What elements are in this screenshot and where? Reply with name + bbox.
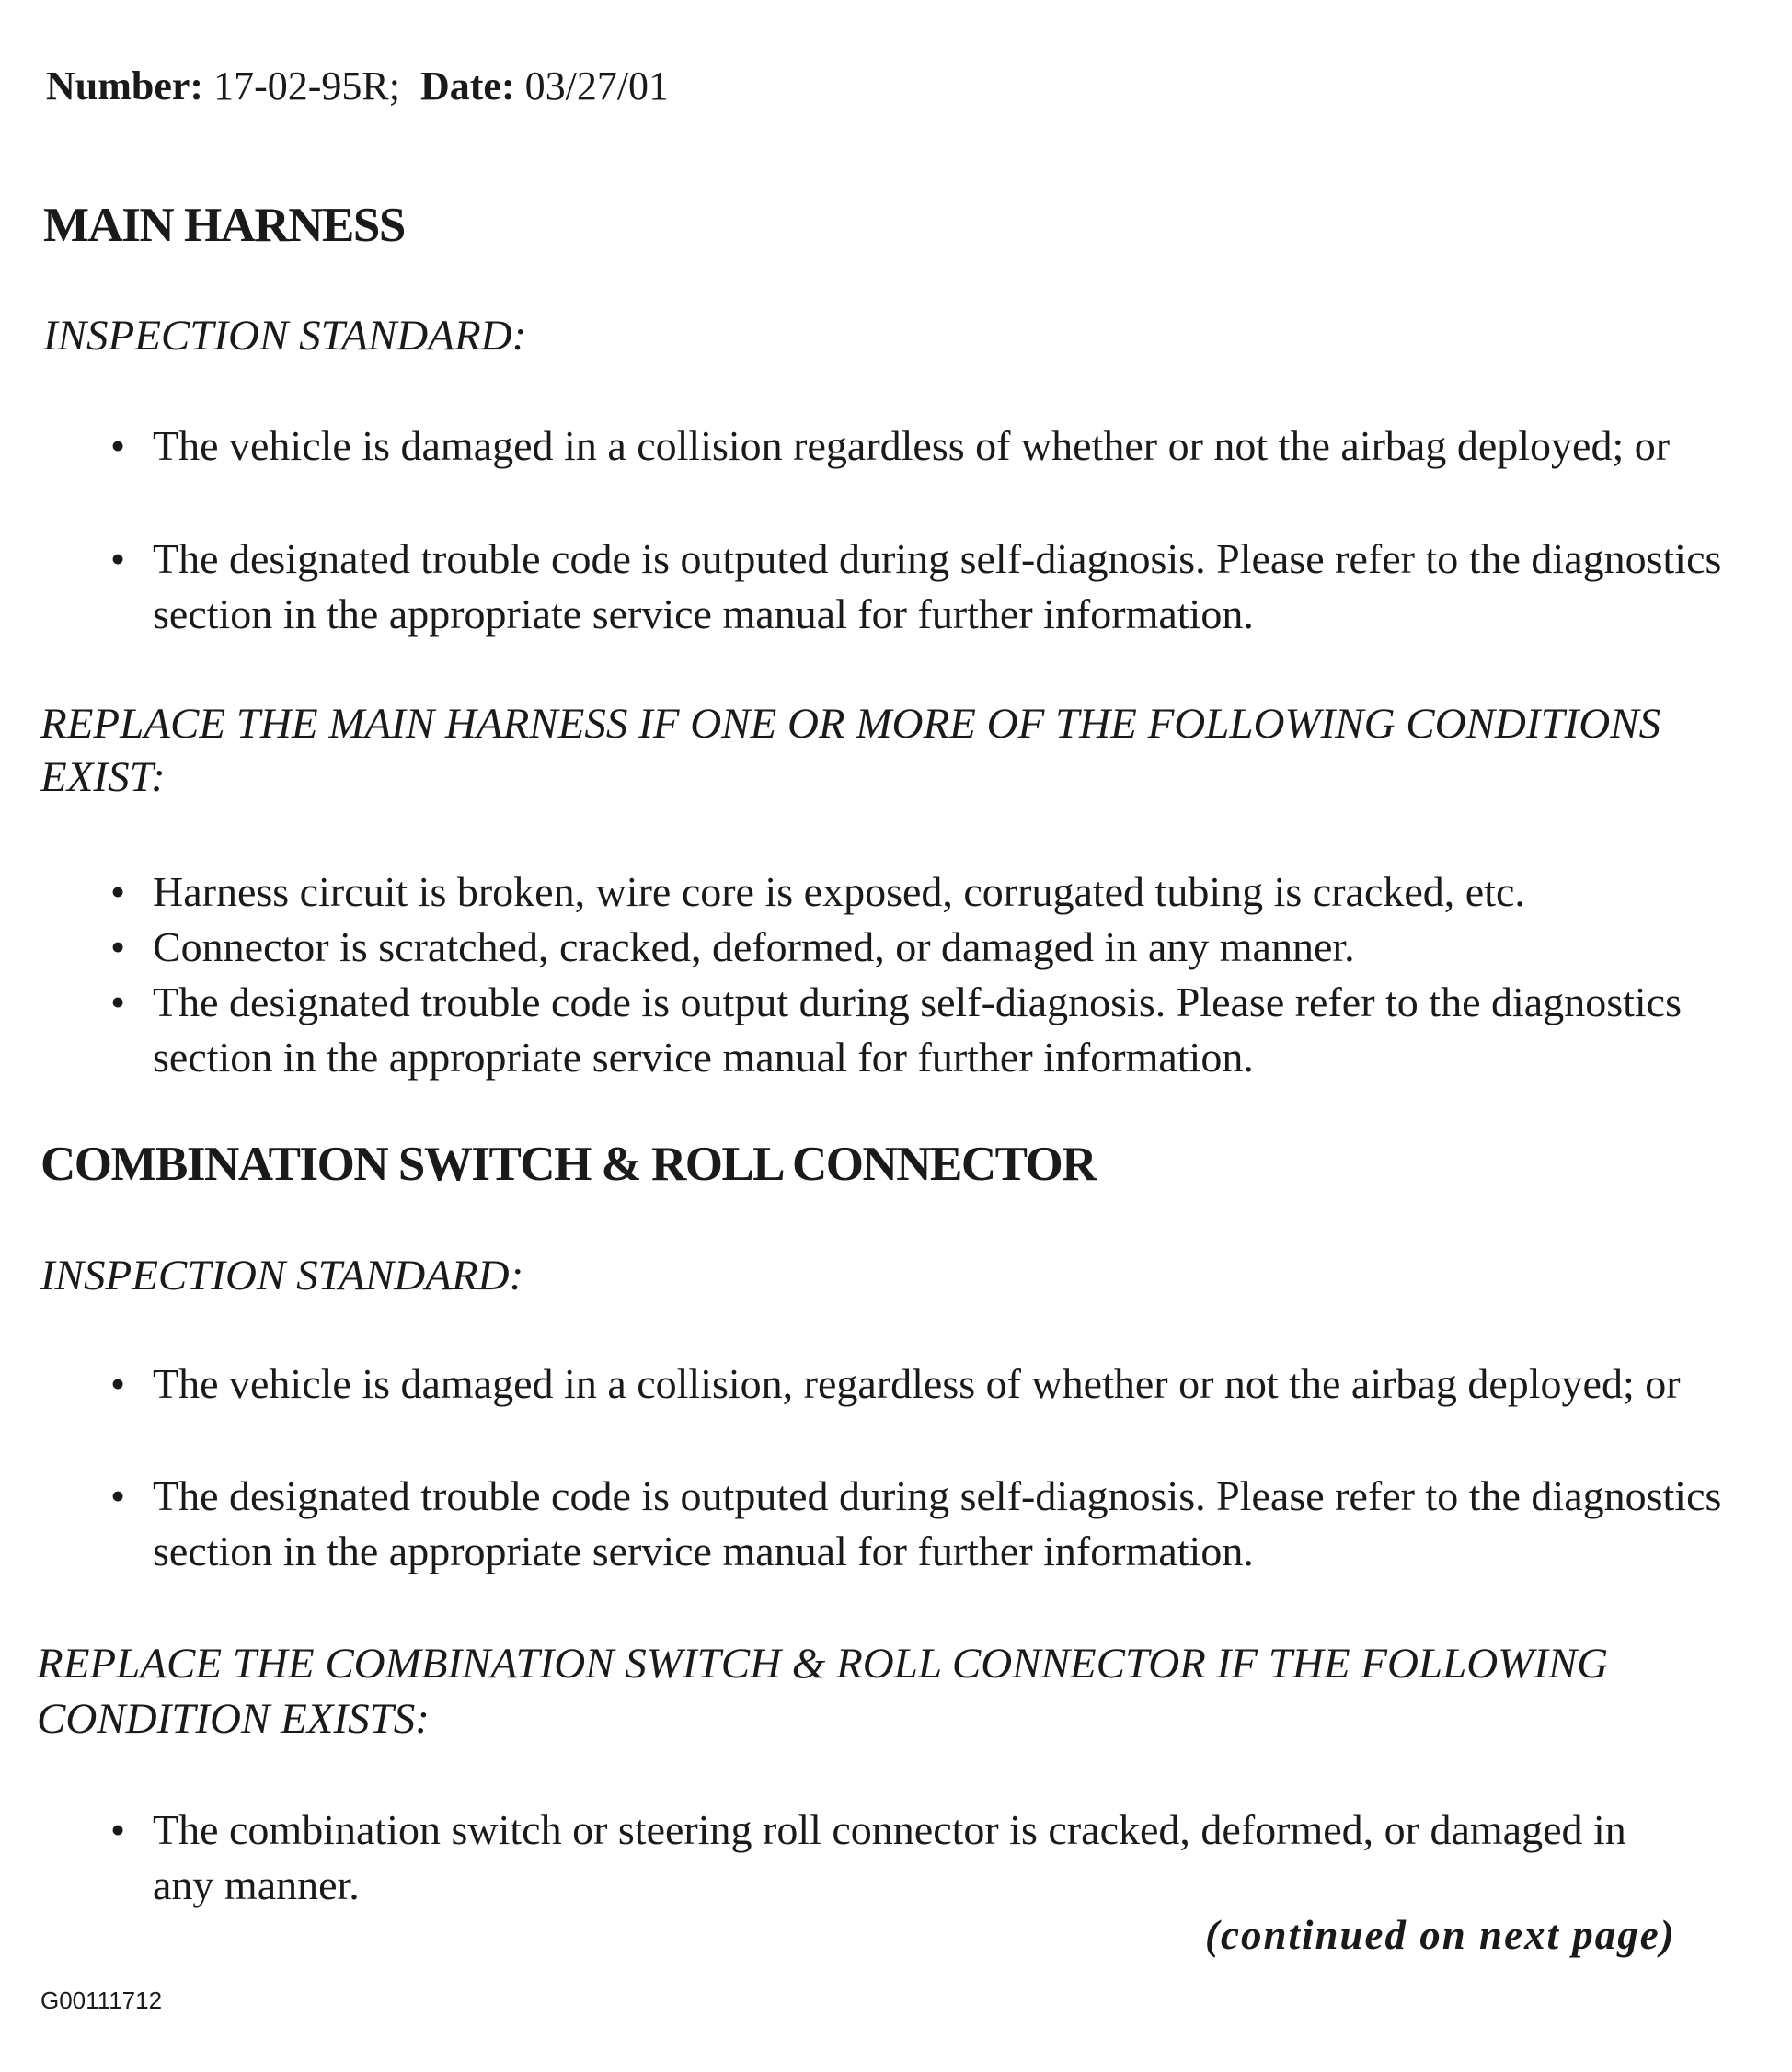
inspection-standard-label: INSPECTION STANDARD:	[43, 312, 527, 360]
bullet-text: The designated trouble code is outputed during self-diagnosis. Please refer to the diagnostics	[153, 535, 1722, 582]
replace-conditions-label-continuation: EXIST:	[40, 753, 166, 801]
bullet-glyph: •	[110, 1360, 126, 1407]
continued-note: (continued on next page)	[1205, 1912, 1676, 1958]
section-title-main-harness: MAIN HARNESS	[43, 199, 405, 252]
bullet-glyph: •	[110, 422, 126, 469]
bullet-text: The designated trouble code is outputed during self-diagnosis. Please refer to the diagnostics	[153, 1472, 1722, 1519]
figure-id: G00111712	[40, 1986, 163, 2014]
bullet-text-continuation: any manner.	[153, 1861, 360, 1908]
replace-conditions-label-continuation: CONDITION EXISTS:	[37, 1695, 430, 1743]
number-value: 17-02-95R;	[213, 63, 400, 109]
bullet-text: The vehicle is damaged in a collision, regardless of whether or not the airbag deployed; or	[153, 1360, 1681, 1407]
bullet-text: The combination switch or steering roll connector is cracked, deformed, or damaged in	[153, 1806, 1626, 1853]
bullet-text-continuation: section in the appropriate service manual for further information.	[153, 1528, 1254, 1574]
bullet-text-continuation: section in the appropriate service manual for further information.	[153, 1034, 1254, 1081]
bullet-glyph: •	[110, 535, 126, 582]
date-value: 03/27/01	[524, 63, 670, 109]
bullet-glyph: •	[110, 1472, 126, 1519]
bullet-glyph: •	[110, 923, 126, 970]
bullet-text: The designated trouble code is output during self-diagnosis. Please refer to the diagnostics	[153, 979, 1682, 1025]
document-header	[46, 63, 669, 109]
inspection-standard-label: INSPECTION STANDARD:	[40, 1252, 524, 1299]
replace-conditions-label: REPLACE THE MAIN HARNESS IF ONE OR MORE OF THE FOLLOWING CONDITIONS	[40, 700, 1661, 748]
bullet-text: Harness circuit is broken, wire core is exposed, corrugated tubing is cracked, etc.	[153, 868, 1525, 915]
bullet-text: Connector is scratched, cracked, deformed, or damaged in any manner.	[153, 923, 1355, 970]
bullet-text: The vehicle is damaged in a collision regardless of whether or not the airbag deployed; or	[153, 422, 1671, 469]
number-label: Number:	[46, 63, 204, 109]
section-title-combination-switch: COMBINATION SWITCH & ROLL CONNECTOR	[40, 1138, 1097, 1191]
date-label: Date:	[419, 63, 515, 109]
bullet-glyph: •	[110, 1806, 126, 1853]
bullet-glyph: •	[110, 868, 126, 915]
bullet-text-continuation: section in the appropriate service manual for further information.	[153, 590, 1254, 637]
replace-conditions-label: REPLACE THE COMBINATION SWITCH & ROLL CONNECTOR IF THE FOLLOWING	[37, 1640, 1609, 1688]
bullet-glyph: •	[110, 979, 126, 1025]
